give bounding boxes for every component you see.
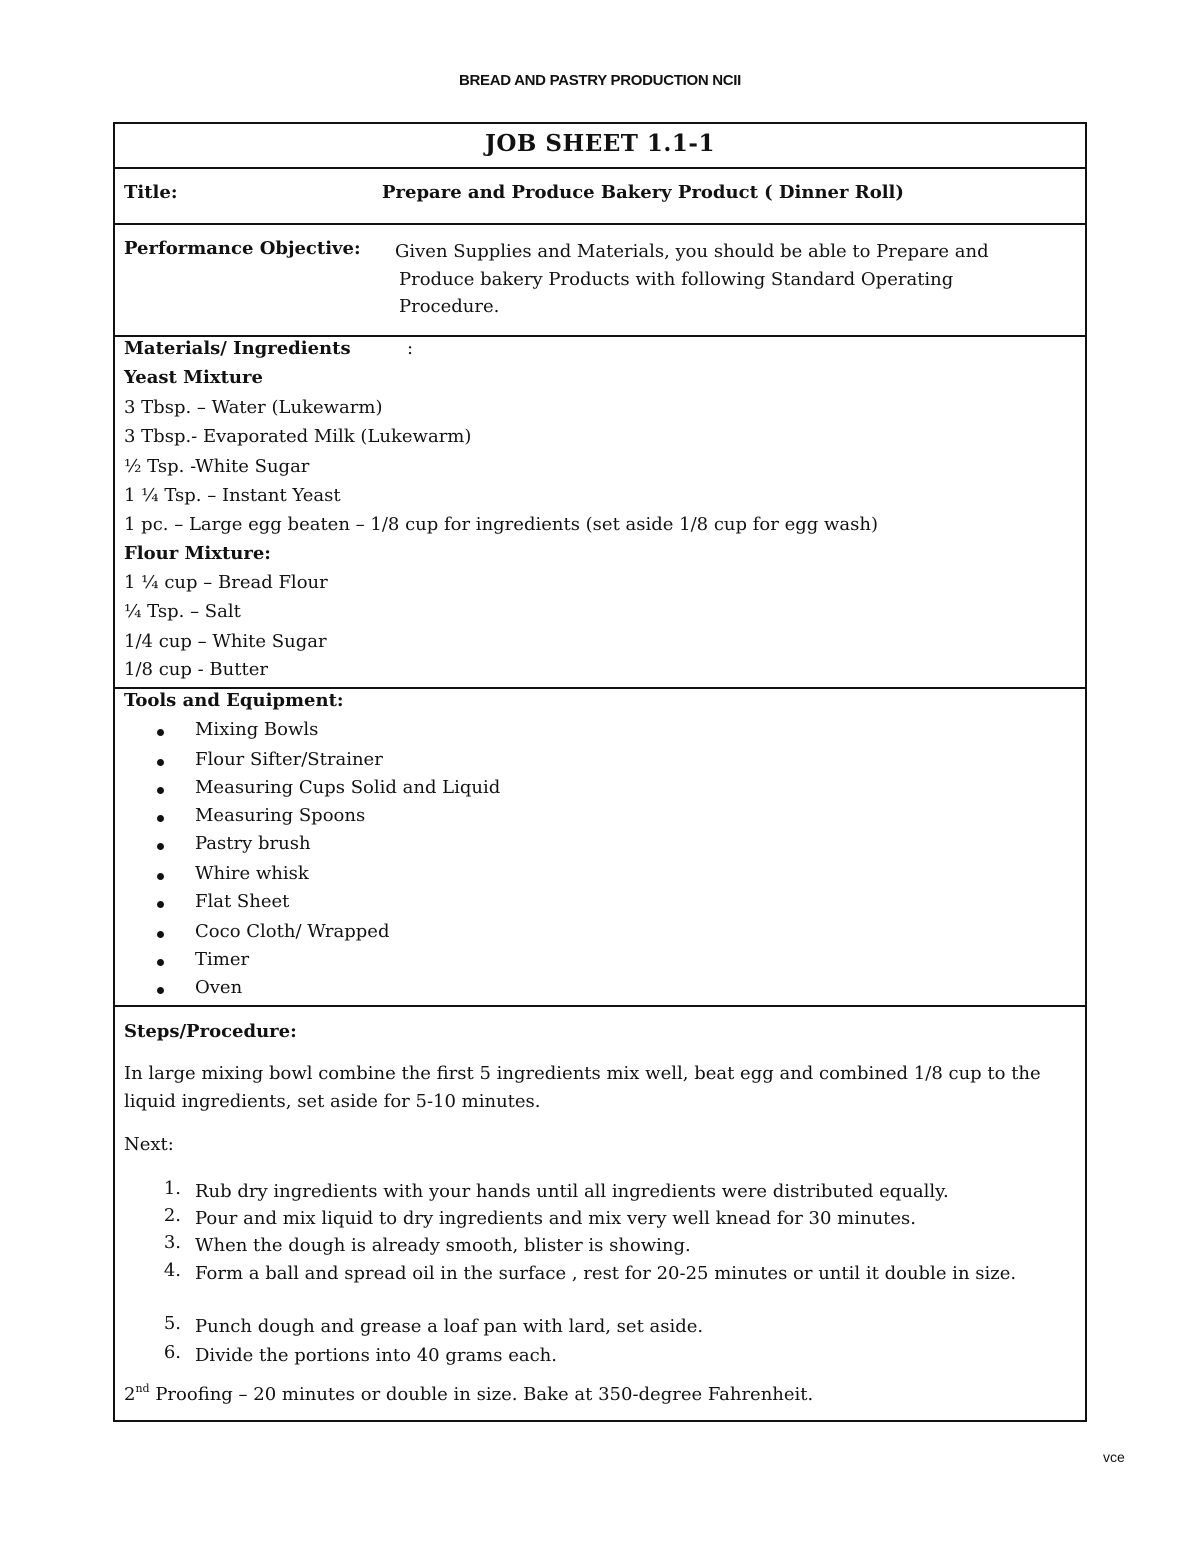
tool-item: Whire whisk bbox=[195, 863, 309, 884]
step-text: When the dough is already smooth, blister is showing. bbox=[195, 1235, 691, 1256]
flour-item: 1/8 cup - Butter bbox=[124, 659, 268, 680]
bullet-icon bbox=[157, 931, 164, 938]
yeast-item: 1 ¼ Tsp. – Instant Yeast bbox=[124, 485, 341, 506]
yeast-item: 3 Tbsp.- Evaporated Milk (Lukewarm) bbox=[124, 426, 472, 447]
flour-item: 1 ¼ cup – Bread Flour bbox=[124, 572, 328, 593]
flour-mixture-heading: Flour Mixture: bbox=[124, 543, 271, 564]
tool-item: Mixing Bowls bbox=[195, 719, 319, 740]
step-number: 2. bbox=[163, 1205, 181, 1226]
flour-item: ¼ Tsp. – Salt bbox=[124, 601, 241, 622]
step-number: 3. bbox=[163, 1232, 181, 1253]
tool-item: Timer bbox=[195, 949, 250, 970]
final-step bbox=[124, 1384, 813, 1405]
tools-row bbox=[115, 689, 1085, 1007]
page-header: BREAD AND PASTRY PRODUCTION NCII bbox=[458, 72, 742, 89]
title-row bbox=[115, 169, 1085, 225]
objective-colon: : bbox=[353, 238, 361, 259]
tool-item: Measuring Spoons bbox=[195, 805, 366, 826]
yeast-mixture-heading: Yeast Mixture bbox=[124, 367, 263, 388]
final-prefix: 2 bbox=[124, 1384, 136, 1405]
tool-item: Measuring Cups Solid and Liquid bbox=[195, 777, 501, 798]
tool-item: Flat Sheet bbox=[195, 891, 290, 912]
tool-item: Pastry brush bbox=[195, 833, 311, 854]
yeast-item: 1 pc. – Large egg beaten – 1/8 cup for ingredients (set aside 1/8 cup for egg wash) bbox=[124, 514, 878, 535]
steps-intro: In large mixing bowl combine the first 5 ingredients mix well, beat egg and combined 1/8 cup to the liquid ingredients, set aside for 5-10 minutes. bbox=[124, 1063, 1041, 1112]
bullet-icon bbox=[157, 901, 164, 908]
step-number: 6. bbox=[163, 1342, 181, 1363]
step-text: Form a ball and spread oil in the surface , rest for 20-25 minutes or until it double in size. bbox=[195, 1263, 1017, 1284]
final-text: Proofing – 20 minutes or double in size. Bake at 350-degree Fahrenheit. bbox=[149, 1384, 814, 1405]
materials-heading: Materials/ Ingredients bbox=[124, 338, 351, 359]
next-label: Next: bbox=[124, 1134, 174, 1155]
step-text: Rub dry ingredients with your hands until all ingredients were distributed equally. bbox=[195, 1181, 949, 1202]
materials-row bbox=[115, 337, 1085, 689]
tool-item: Coco Cloth/ Wrapped bbox=[195, 921, 390, 942]
tools-heading: Tools and Equipment: bbox=[124, 690, 344, 711]
title-value: Prepare and Produce Bakery Product ( Dinner Roll) bbox=[382, 182, 904, 203]
title-label: Title: bbox=[124, 182, 178, 203]
step-text: Punch dough and grease a loaf pan with lard, set aside. bbox=[195, 1316, 704, 1337]
objective-label-text: Performance Objective bbox=[124, 238, 354, 259]
steps-heading: Steps/Procedure: bbox=[124, 1021, 297, 1042]
job-sheet-table bbox=[113, 122, 1087, 1422]
job-sheet-title: JOB SHEET 1.1-1 bbox=[115, 124, 1085, 169]
step-number: 5. bbox=[163, 1313, 181, 1334]
performance-objective-row bbox=[115, 225, 1085, 337]
footer-mark: vce bbox=[1103, 1449, 1125, 1465]
bullet-icon bbox=[157, 759, 164, 766]
steps-row bbox=[115, 1007, 1085, 1420]
bullet-icon bbox=[157, 987, 164, 994]
final-superscript: nd bbox=[135, 1382, 150, 1395]
objective-text: Given Supplies and Materials, you should be able to Prepare and Produce bakery Products with following Standard Operating Procedure. bbox=[395, 241, 989, 317]
bullet-icon bbox=[157, 873, 164, 880]
step-text: Pour and mix liquid to dry ingredients and mix very well knead for 30 minutes. bbox=[195, 1208, 917, 1229]
bullet-icon bbox=[157, 729, 164, 736]
bullet-icon bbox=[157, 843, 164, 850]
tool-item: Oven bbox=[195, 977, 243, 998]
tool-item: Flour Sifter/Strainer bbox=[195, 749, 383, 770]
bullet-icon bbox=[157, 959, 164, 966]
bullet-icon bbox=[157, 815, 164, 822]
step-text: Divide the portions into 40 grams each. bbox=[195, 1345, 557, 1366]
flour-item: 1/4 cup – White Sugar bbox=[124, 631, 327, 652]
bullet-icon bbox=[157, 787, 164, 794]
objective-label bbox=[124, 238, 361, 259]
materials-colon: : bbox=[407, 338, 414, 359]
step-number: 4. bbox=[163, 1260, 181, 1281]
yeast-item: 3 Tbsp. – Water (Lukewarm) bbox=[124, 397, 383, 418]
yeast-item: ½ Tsp. -White Sugar bbox=[124, 456, 310, 477]
step-number: 1. bbox=[163, 1178, 181, 1199]
